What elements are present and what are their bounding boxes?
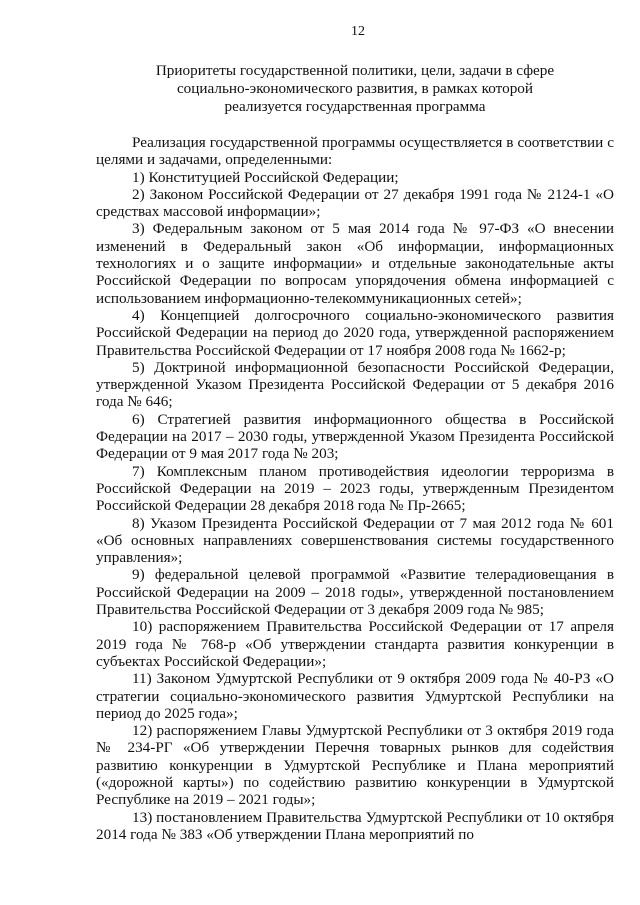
list-item: 9) федеральной целевой программой «Развитие телерадиовещания в Российской Федерации на 2009 – 2018 годы», утвержденной постановлением Правительства Российской Федерации от 3 декабря 2009 года № 985; bbox=[96, 566, 614, 619]
list-item: 6) Стратегией развития информационного общества в Российской Федерации на 2017 – 2030 годы, утвержденной Указом Президента Российской Федерации от 9 мая 2017 года № 203; bbox=[96, 410, 614, 463]
list-item: 2) Законом Российской Федерации от 27 декабря 1991 года № 2124-1 «О средствах массовой информации»; bbox=[96, 185, 614, 221]
list-item: 3) Федеральным законом от 5 мая 2014 года № 97-ФЗ «О внесении изменений в Федеральный закон «Об информации, информационных технологиях и о защите информации» и отдельные законодательные акты Российской Федерации по вопросам упорядочения обмена информацией с использованием информационно-телекоммуникационных сетей»; bbox=[96, 220, 614, 307]
intro-paragraph: Реализация государственной программы осуществляется в соответствии с целями и задачами, определенными: bbox=[96, 134, 614, 169]
list-item: 12) распоряжением Главы Удмуртской Республики от 3 октября 2019 года № 234-РГ «Об утверждении Перечня товарных рынков для содействия развитию конкуренции в Удмуртской Республике и Плана мероприятий («дорожной карты») по содействию развитию конкуренции в Удмуртской Республике на 2019 – 2021 годы»; bbox=[96, 722, 614, 809]
section-heading bbox=[96, 62, 614, 116]
list-item: 5) Доктриной информационной безопасности Российской Федерации, утвержденной Указом Президента Российской Федерации от 5 декабря 2016 года № 646; bbox=[96, 358, 614, 411]
list-item: 11) Законом Удмуртской Республики от 9 октября 2009 года № 40-РЗ «О стратегии социально-экономического развития Удмуртской Республики на период до 2025 года»; bbox=[96, 670, 614, 722]
page-number: 12 bbox=[351, 24, 365, 39]
document-list bbox=[96, 169, 614, 844]
list-item: 4) Концепцией долгосрочного социально-экономического развития Российской Федерации на период до 2020 года, утвержденной распоряжением Правительства Российской Федерации от 17 ноября 2008 года № 1662-р; bbox=[96, 306, 614, 359]
heading-line: социально-экономического развития, в рамках которой bbox=[176, 80, 534, 97]
list-item: 8) Указом Президента Российской Федерации от 7 мая 2012 года № 601 «Об основных направлениях совершенствования системы государственного управления»; bbox=[96, 514, 614, 567]
heading-line: реализуется государственная программа bbox=[224, 98, 486, 115]
list-item: 1) Конституцией Российской Федерации; bbox=[132, 168, 399, 186]
heading-line: Приоритеты государственной политики, цели, задачи в сфере bbox=[155, 62, 555, 79]
list-item: 10) распоряжением Правительства Российской Федерации от 17 апреля 2019 года № 768-р «Об утверждении стандарта развития конкуренции в субъектах Российской Федерации»; bbox=[96, 618, 614, 670]
list-item: 7) Комплексным планом противодействия идеологии терроризма в Российской Федерации на 2019 – 2023 годы, утвержденным Президентом Российской Федерации 28 декабря 2018 года № Пр-2665; bbox=[96, 462, 614, 515]
list-item: 13) постановлением Правительства Удмуртской Республики от 10 октября 2014 года № 383 «Об утверждении Плана мероприятий по bbox=[96, 808, 614, 843]
